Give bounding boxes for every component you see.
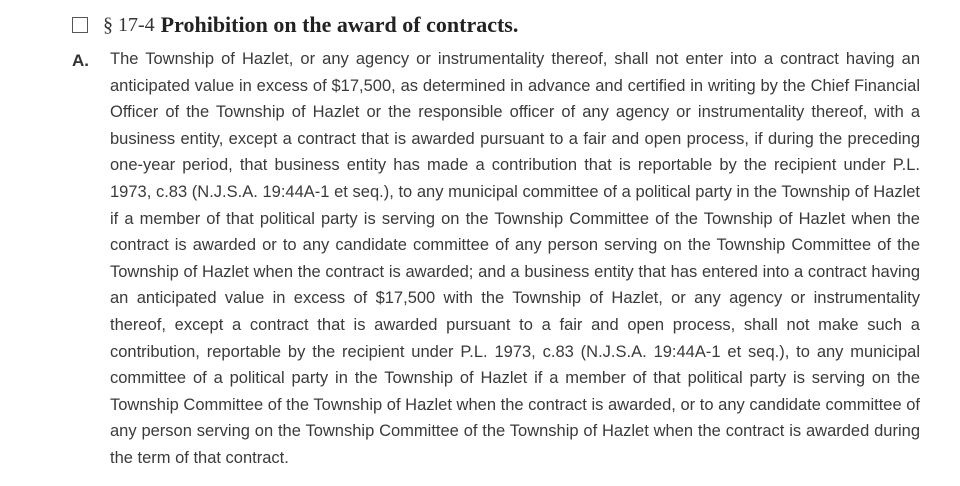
item-label: A. (72, 51, 89, 70)
section-header (72, 10, 518, 40)
section-checkbox[interactable] (72, 17, 88, 33)
section-title: Prohibition on the award of contracts. (160, 12, 519, 37)
section-number: § 17-4 (103, 13, 155, 36)
item-text: The Township of Hazlet, or any agency or instrumentality thereof, shall not enter into a contract having an anticipated value in excess of $17,500, as determined in advance and certified in writing by the Chief Financial Officer of the Township of Hazlet or the responsible officer of any agency or instrumentality thereof, with a business entity, except a contract that is awarded pursuant to a fair and open process, if during the preceding one-year period, that business entity has made a contribution that is reportable by the recipient under P.L. 1973, c.83 (N.J.S.A. 19:44A-1 et seq.), to any municipal committee of a political party in the Township of Hazlet if a member of that political party is serving on the Township Committee of the Township of Hazlet when the contract is awarded or to any candidate committee of any person serving on the Township Committee of the Township of Hazlet when the contract is awarded; and a business entity that has entered into a contract having an anticipated value in excess of $17,500 with the Township of Hazlet, or any agency or instrumentality thereof, except a contract that is awarded pursuant to a fair and open process, shall not make such a contribution, reportable by the recipient under P.L. 1973, c.83 (N.J.S.A. 19:44A-1 et seq.), to any municipal committee of a political party in the Township of Hazlet if a member of that political party is serving on the Township Committee of the Township of Hazlet when the contract is awarded, or to any candidate committee of any person serving on the Township Committee of the Township of Hazlet when the contract is awarded during the term of that contract. (110, 50, 920, 467)
